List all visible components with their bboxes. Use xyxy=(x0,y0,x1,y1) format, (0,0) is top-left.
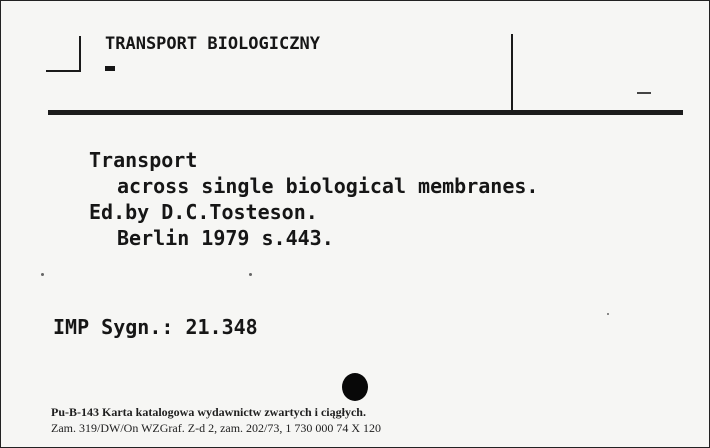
heading-dash-mark xyxy=(105,66,115,71)
entry-imprint: Berlin 1979 s.443. xyxy=(117,226,334,250)
header-rule xyxy=(48,110,683,115)
paper-speck xyxy=(41,273,44,276)
entry-subtitle: across single biological membranes. xyxy=(117,174,539,198)
corner-bracket-horizontal xyxy=(46,70,81,72)
paper-speck xyxy=(607,313,609,315)
column-divider xyxy=(511,34,513,112)
entry-editor: Ed.by D.C.Tosteson. xyxy=(89,200,318,224)
printer-imprint: Zam. 319/DW/On WZGraf. Z-d 2, zam. 202/73, 1 730 000 74 X 120 xyxy=(51,421,382,435)
paper-speck xyxy=(249,273,252,276)
subject-heading: TRANSPORT BIOLOGICZNY xyxy=(105,34,320,54)
punch-hole xyxy=(342,373,368,401)
corner-bracket-vertical xyxy=(79,36,81,72)
card-form-label: Pu-B-143 Karta katalogowa wydawnictw zwartych i ciągłych. xyxy=(51,405,366,419)
margin-tick-mark xyxy=(637,92,651,94)
entry-title: Transport xyxy=(89,148,198,172)
call-number: IMP Sygn.: 21.348 xyxy=(53,315,258,339)
